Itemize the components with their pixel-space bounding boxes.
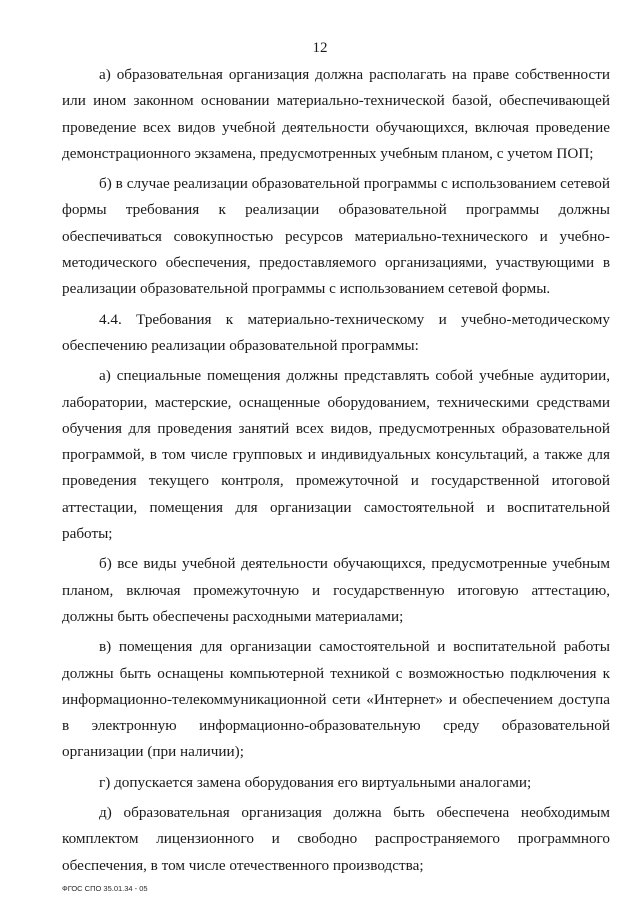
paragraph-v-computer-equipment: в) помещения для организации самостоятельной и воспитательной работы должны быть оснащены компьютерной техникой с возможностью подключения к информационно-телекоммуникационной сети «Интернет» и обеспечением доступа в электронную информационно-образовательную среду образовательной организации (при наличии); — [62, 638, 610, 761]
paragraph-a-material-base: а) образовательная организация должна располагать на праве собственности или ином законном основании материально-технической базой, обеспечивающей проведение всех видов учебной деятельности обучающихся, включая проведение демонстрационного экзамена, предусмотренных учебным планом, с учетом ПОП; — [62, 66, 610, 162]
document-body — [62, 62, 610, 883]
footer-document-code: ФГОС СПО 35.01.34 - 05 — [62, 884, 148, 893]
paragraph-a-special-rooms: а) специальные помещения должны представлять собой учебные аудитории, лаборатории, мастерские, оснащенные оборудованием, техническими средствами обучения для проведения занятий всех видов, предусмотренных образовательной программой, в том числе групповых и индивидуальных консультаций, а также для проведения текущего контроля, промежуточной и государственной итоговой аттестации, помещения для организации самостоятельной и воспитательной работы; — [62, 367, 610, 543]
page-number: 12 — [312, 40, 328, 56]
paragraph-4-4-heading: 4.4. Требования к материально-техническому и учебно-методическому обеспечению реализации образовательной программы: — [62, 310, 610, 354]
paragraph-b-network-form: б) в случае реализации образовательной программы с использованием сетевой формы требования к реализации образовательной программы должны обеспечиваться совокупностью ресурсов материально-технического и учебно-методического обеспечения, предоставляемого организациями, участвующими в реализации образовательной программы с использованием сетевой формы. — [62, 175, 610, 298]
paragraph-g-virtual-analogs: г) допускается замена оборудования его виртуальными аналогами; — [99, 773, 532, 791]
paragraph-d-software: д) образовательная организация должна быть обеспечена необходимым комплектом лицензионного и свободно распространяемого программного обеспечения, в том числе отечественного производства; — [62, 804, 610, 874]
paragraph-b-consumables: б) все виды учебной деятельности обучающихся, предусмотренные учебным планом, включая промежуточную и государственную итоговую аттестацию, должны быть обеспечены расходными материалами; — [62, 555, 610, 625]
